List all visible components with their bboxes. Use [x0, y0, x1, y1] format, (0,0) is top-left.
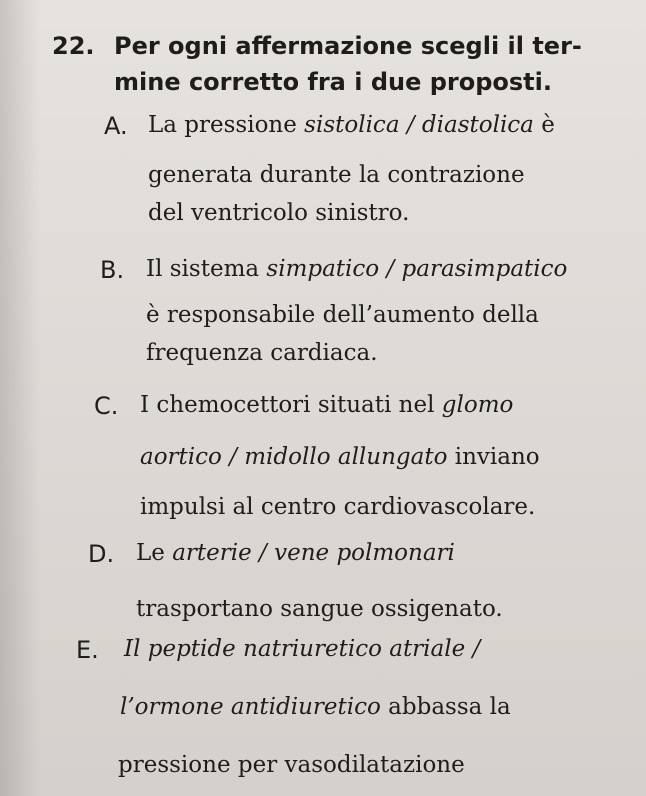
item-c-letter: C. — [94, 392, 119, 420]
item-a-line-1 — [148, 112, 555, 138]
item-c-choice-part-2: aortico / midollo allungato — [140, 444, 448, 470]
item-e-choice-part-2: l’ormone antidiuretico — [120, 694, 381, 720]
item-c-line-2-tail: inviano — [447, 444, 540, 470]
question-number: 22. — [52, 32, 95, 60]
page-shadow — [0, 0, 40, 796]
item-d-choice: arterie / vene polmonari — [172, 540, 455, 566]
item-a-line-2: generata durante la contrazione — [148, 162, 525, 188]
item-d-line-1 — [136, 540, 455, 566]
item-b-line-2: è responsabile dell’aumento della — [146, 302, 539, 328]
item-d-letter: D. — [88, 540, 115, 568]
item-e-line-2-tail: abbassa la — [380, 694, 511, 720]
item-e-line-1 — [124, 636, 480, 662]
item-d-line-1-text: Le — [136, 540, 173, 566]
item-e-choice-part-1: Il peptide natriuretico atriale / — [124, 636, 481, 662]
item-c-line-1 — [140, 392, 513, 418]
item-d-line-2: trasportano sangue ossigenato. — [136, 596, 503, 622]
item-a-line-1-tail: è — [533, 112, 555, 138]
question-text-line-1: Per ogni affermazione scegli il ter- — [114, 32, 582, 60]
item-b-choice: simpatico / parasimpatico — [266, 256, 568, 282]
item-a-line-1-text: La pressione — [148, 112, 305, 138]
question-text-line-2: mine corretto fra i due proposti. — [114, 68, 552, 96]
item-b-line-3: frequenza cardiaca. — [146, 340, 378, 366]
item-a-letter: A. — [104, 112, 128, 140]
item-c-line-3: impulsi al centro cardiovascolare. — [140, 494, 536, 520]
item-e-line-3: pressione per vasodilatazione — [118, 752, 465, 778]
item-e-letter: E. — [76, 636, 99, 664]
item-b-letter: B. — [100, 256, 125, 284]
item-b-line-1 — [146, 256, 567, 282]
item-c-line-2 — [140, 444, 540, 470]
item-c-choice-part-1: glomo — [441, 392, 514, 418]
item-a-choice: sistolica / diastolica — [304, 112, 534, 138]
item-b-line-1-text: Il sistema — [146, 256, 267, 282]
item-c-line-1-text: I chemocettori situati nel — [140, 392, 442, 418]
item-a-line-3: del ventricolo sinistro. — [148, 200, 410, 226]
item-e-line-2 — [120, 694, 511, 720]
